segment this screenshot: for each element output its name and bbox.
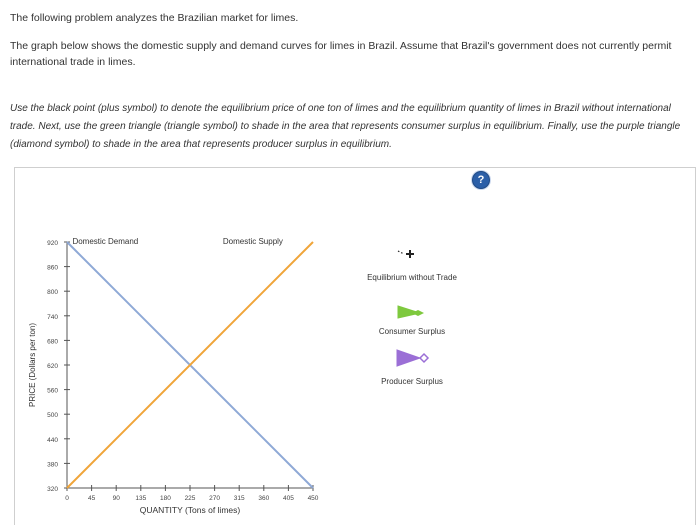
x-tick-label: 360	[258, 495, 270, 502]
x-tick-label: 405	[282, 495, 294, 502]
curve-labels	[72, 237, 282, 246]
question-mark-icon[interactable]: ?	[472, 171, 490, 189]
diamond-handle	[420, 354, 428, 362]
x-tick-label: 45	[87, 495, 96, 502]
x-tick-label: 315	[233, 495, 245, 502]
x-tick-label: 180	[159, 495, 171, 502]
y-tick-label: 740	[47, 313, 58, 321]
y-tick-label: 620	[47, 363, 58, 370]
intro-sentence: The following problem analyzes the Brazilian market for limes.	[10, 12, 299, 24]
legend-equilibrium-label: Equilibrium without Trade	[367, 273, 457, 282]
x-tick-label: 0	[65, 495, 69, 502]
y-axis-label: PRICE (Dollars per ton)	[28, 322, 37, 408]
triangle-icon[interactable]	[398, 306, 424, 318]
x-tick-label: 270	[209, 495, 221, 502]
y-tick-label: 560	[47, 387, 58, 395]
legend-producer-surplus-label: Producer Surplus	[381, 377, 443, 386]
x-tick-label: 225	[184, 495, 196, 502]
legend-icons[interactable]	[397, 250, 428, 366]
curves[interactable]	[67, 242, 313, 488]
x-tick-label: 90	[112, 495, 120, 502]
y-tick-label: 920	[47, 240, 58, 247]
intro-paragraph: The graph below shows the domestic supply and demand curves for limes in Brazil. Assume that Brazil's government does not currently permit international trade in limes.	[10, 40, 672, 68]
y-tick-label: 860	[47, 264, 58, 272]
supply-curve-label: Domestic Supply	[222, 237, 283, 246]
x-axis-label: QUANTITY (Tons of limes)	[139, 505, 241, 515]
y-tick-label: 440	[47, 436, 58, 444]
y-tick-label: 680	[47, 338, 58, 346]
plus-icon[interactable]	[406, 250, 414, 258]
legend-consumer-surplus-label: Consumer Surplus	[378, 327, 446, 336]
y-tick-label: 800	[47, 289, 58, 297]
y-tick-label: 320	[47, 486, 58, 493]
y-tick-label: 500	[47, 412, 58, 420]
diamond-icon[interactable]	[397, 350, 428, 366]
diamond-triangle-shape	[397, 350, 420, 366]
instructions: Use the black point (plus symbol) to denote the equilibrium price of one ton of limes and the equilibrium quantity of limes in Brazil without international trade. Next, use the green triangle (triangle symbol) to shade in the area that represents consumer surplus in equilibrium. Finally, use the purple triangle (diamond symbol) to shade in the area that represents producer surplus in equilibrium.	[10, 103, 681, 150]
x-tick-label: 450	[307, 495, 319, 502]
equilibrium-dots	[398, 251, 404, 254]
x-tick-label: 135	[135, 495, 147, 502]
axes	[28, 240, 319, 515]
y-tick-label: 380	[47, 461, 58, 469]
demand-curve-label: Domestic Demand	[72, 237, 139, 246]
